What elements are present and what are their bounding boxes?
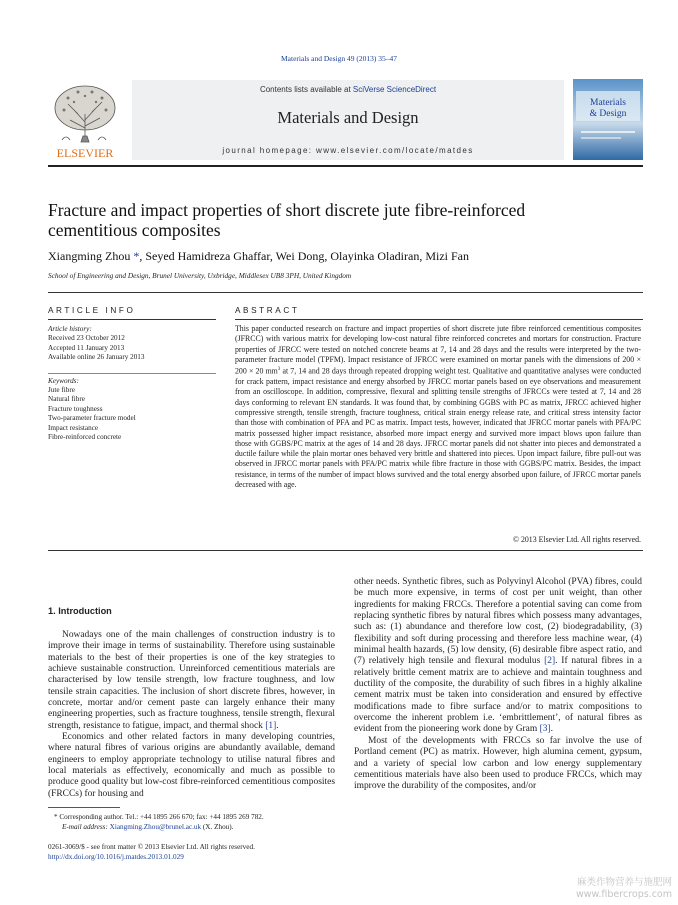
affiliation: School of Engineering and Design, Brunel University, Uxbridge, Middlesex UB8 3PH, United Kingdom bbox=[48, 271, 352, 280]
keyword: Two-parameter fracture model bbox=[48, 414, 136, 423]
keywords-label: Keywords: bbox=[48, 376, 79, 385]
history-item: Available online 26 January 2013 bbox=[48, 353, 145, 362]
abstract-heading: ABSTRACT bbox=[235, 306, 300, 315]
sciencedirect-link[interactable]: SciVerse ScienceDirect bbox=[352, 85, 437, 94]
keyword: Natural fibre bbox=[48, 395, 85, 404]
abstract-part-a: This paper conducted research on fracture and impact properties of short discrete jute fibre reinforced cementitious composites (JFRCC) with various matrix for developing low-cost natural fibre reinforced concretes and mortars for construction. Fracture properties of JFRCC were tested on notched concrete beams at 7, 14 and 28 days and the results were interpreted by the two-parameter fracture model (TPFM). Impact resistance of JFRCC were examined on mortar panels with the dimensions of 200 × 200 × 20 mm bbox=[235, 324, 641, 376]
keyword: Fibre-reinforced concrete bbox=[48, 433, 122, 442]
doi-link[interactable]: http://dx.doi.org/10.1016/j.matdes.2013.01.029 bbox=[48, 853, 184, 862]
homepage-link[interactable]: www.elsevier.com/locate/matdes bbox=[316, 146, 474, 155]
keyword: Impact resistance bbox=[48, 423, 99, 432]
history-item: Accepted 11 January 2013 bbox=[48, 343, 125, 352]
citation-link[interactable]: [2] bbox=[544, 656, 556, 667]
svg-text:Materials: Materials bbox=[590, 98, 626, 108]
email-label: E-mail address: bbox=[62, 823, 110, 832]
paragraph: Most of the developments with FRCCs so far involve the use of Portland cement (PC) as matrix. However, high alumina cement, gypsum, and a variety of special low carbon and low energy supplementary cementitious materials have also been used to produce FRCCs, which may improve the durability of the composites, and/or bbox=[354, 735, 642, 792]
svg-text:ELSEVIER: ELSEVIER bbox=[56, 146, 114, 160]
corresponding-note: * Corresponding author. Tel.: +44 1895 266 670; fax: +44 1895 269 782. bbox=[54, 813, 264, 821]
abstract-bottom-rule bbox=[48, 550, 643, 551]
contents-prefix: Contents lists available at bbox=[259, 85, 353, 94]
watermark-line: www.fibercrops.com bbox=[575, 889, 672, 900]
abstract-copyright: © 2013 Elsevier Ltd. All rights reserved. bbox=[513, 535, 641, 544]
abstract-part-b: at 7, 14 and 28 days through repeated dropping weight test. Qualitative and quantitative analyses were conducted for crack pattern, impact resistance and energy absorbed by JFRCC mortar panels based on eye observations and measurement from an oscilloscope. In addition, compressive, flexural and splitting tensile strengths of JFRCCs were tested at 7, 14 and 28 days conforming to relevant EN standards. It was found that, by combining GGBS with PC as matrix, JFRCC achieved higher compressive strength, tensile strength, fracture toughness, critical strain energy release rate, and critical stress intensity factor than those with combination of PFA and PC as matrix. Impact tests, however, indicated that JFRCC mortar panels with PFA/PC matrix possessed higher impact resistance, absorbed more impact energy and survived more impact blows upon failure than those with GGBS/PC matrix at the ages of 14 and 28 days. JFRCC mortar panels did not shatter into pieces and demonstrated a ductile failure while the plain mortar ones behaved very brittle and shattered into pieces. Upon impact failure, fibre pull-out was observed in JFRCC mortar panels with PFA/PC matrix while fibre fracture in those with GGBS/PC matrix. Besides, the impact resistance, in terms of the number of impact blows survived and the total energy absorbed upon failure, of JFRCC mortar panels decreased with age. bbox=[235, 366, 641, 490]
corresponding-author-marker[interactable]: * bbox=[130, 249, 140, 263]
email-suffix: (X. Zhou). bbox=[201, 823, 234, 832]
issn-line: 0261-3069/$ - see front matter © 2013 Elsevier Ltd. All rights reserved. bbox=[48, 843, 255, 851]
journal-reference[interactable]: Materials and Design 49 (2013) 35–47 bbox=[280, 54, 398, 63]
abstract-text bbox=[235, 324, 641, 490]
watermark-line: 麻类作物营养与施肥网 bbox=[576, 877, 672, 888]
email-link[interactable]: Xiangming.Zhou@brunel.ac.uk bbox=[109, 823, 202, 832]
keyword: Fracture toughness bbox=[48, 404, 103, 413]
cover-image bbox=[573, 79, 643, 160]
homepage-line bbox=[132, 146, 564, 155]
journal-name: Materials and Design bbox=[277, 108, 419, 127]
paper-title: Fracture and impact properties of short discrete jute fibre-reinforced cementitious composites bbox=[48, 200, 526, 240]
homepage-prefix: journal homepage: bbox=[222, 146, 317, 155]
paragraph: other needs. Synthetic fibres, such as Polyvinyl Alcohol (PVA) fibres, could be much more expensive, in terms of cost per unit weight, than other ingredients for making FRCCs. Therefore a potential saving can come from replacing synthetic fibres by natural fibres which possess many advantages, such as: (1) abundance and therefore low cost, (2) biodegradability, (3) flexibility and soft during processing and therefore less machine wear, (4) minimal health hazards, (5) low density, (6) desirable fibre aspect ratio, and (7) relatively high tensile and flexural modulus [2]. If natural fibres in a relatively brittle cement matrix are to achieve and maintain toughness and ductility of the composite, the durability of such fibres in a highly alkaline cement matrix must be taken into consideration and ensured by effective modifications made to fibre surface and/or to matrix compositions to overcome the inherent problem i.e. ‘embrittlement’, of natural fibres as evident from the pioneering work done by Gram [3]. bbox=[354, 577, 642, 735]
keywords-rule bbox=[48, 373, 216, 374]
keyword: Jute fibre bbox=[48, 386, 75, 395]
footnote bbox=[48, 812, 348, 832]
history-item: Received 23 October 2012 bbox=[48, 334, 125, 343]
elsevier-tree-icon bbox=[48, 80, 122, 160]
author-rest: , Seyed Hamidreza Ghaffar, Wei Dong, Olayinka Oladiran, Mizi Fan bbox=[139, 249, 470, 263]
title-rule bbox=[48, 292, 643, 293]
contents-line bbox=[132, 85, 564, 94]
svg-text:& Design: & Design bbox=[589, 109, 627, 119]
journal-cover[interactable] bbox=[573, 79, 643, 160]
elsevier-logo bbox=[48, 80, 122, 160]
watermark bbox=[576, 877, 672, 901]
header-rule bbox=[48, 165, 643, 167]
section-heading: 1. Introduction bbox=[48, 606, 112, 616]
history-label: Article history: bbox=[48, 325, 92, 333]
paragraph: Economics and other related factors in many developing countries, where natural fibres of various origins are abundantly available, demand engineers to employ appropriate technology to utilise natural fibres and local materials as effectively, economically and much as possible to produce good quality but low-cost fibre-reinforced cementitious composites (FRCCs) for housing and bbox=[48, 732, 335, 799]
page-footer bbox=[48, 842, 348, 862]
abstract-superscript: 3 bbox=[277, 367, 281, 373]
body-column-left bbox=[48, 630, 335, 800]
article-info-block bbox=[48, 325, 218, 442]
citation-link[interactable]: [3] bbox=[539, 724, 551, 735]
abstract-rule bbox=[235, 319, 643, 320]
email-line bbox=[48, 822, 348, 832]
paragraph: Nowadays one of the main challenges of construction industry is to improve their image in terms of sustainability. Therefore using sustainable materials to the best of their properties is one of the key strategies to achieve sustainable construction. Unreinforced cementitious materials are characterised by low tensile strength, low fracture toughness, and low tensile strain capacities. The inclusion of short discrete fibres, however, in concrete, mortar and/or cement paste can largely enhance their many engineering properties, such as fracture toughness, tensile strength, flexural strength, resistance to fatigue, impact, and thermal shock [1]. bbox=[48, 630, 335, 731]
article-info-rule bbox=[48, 319, 216, 320]
author-list bbox=[48, 249, 648, 264]
article-info-heading: ARTICLE INFO bbox=[48, 306, 136, 315]
body-column-right bbox=[354, 577, 642, 793]
citation-link[interactable]: [1] bbox=[265, 720, 277, 731]
author-first: Xiangming Zhou bbox=[48, 249, 131, 263]
footnote-rule bbox=[48, 807, 120, 808]
